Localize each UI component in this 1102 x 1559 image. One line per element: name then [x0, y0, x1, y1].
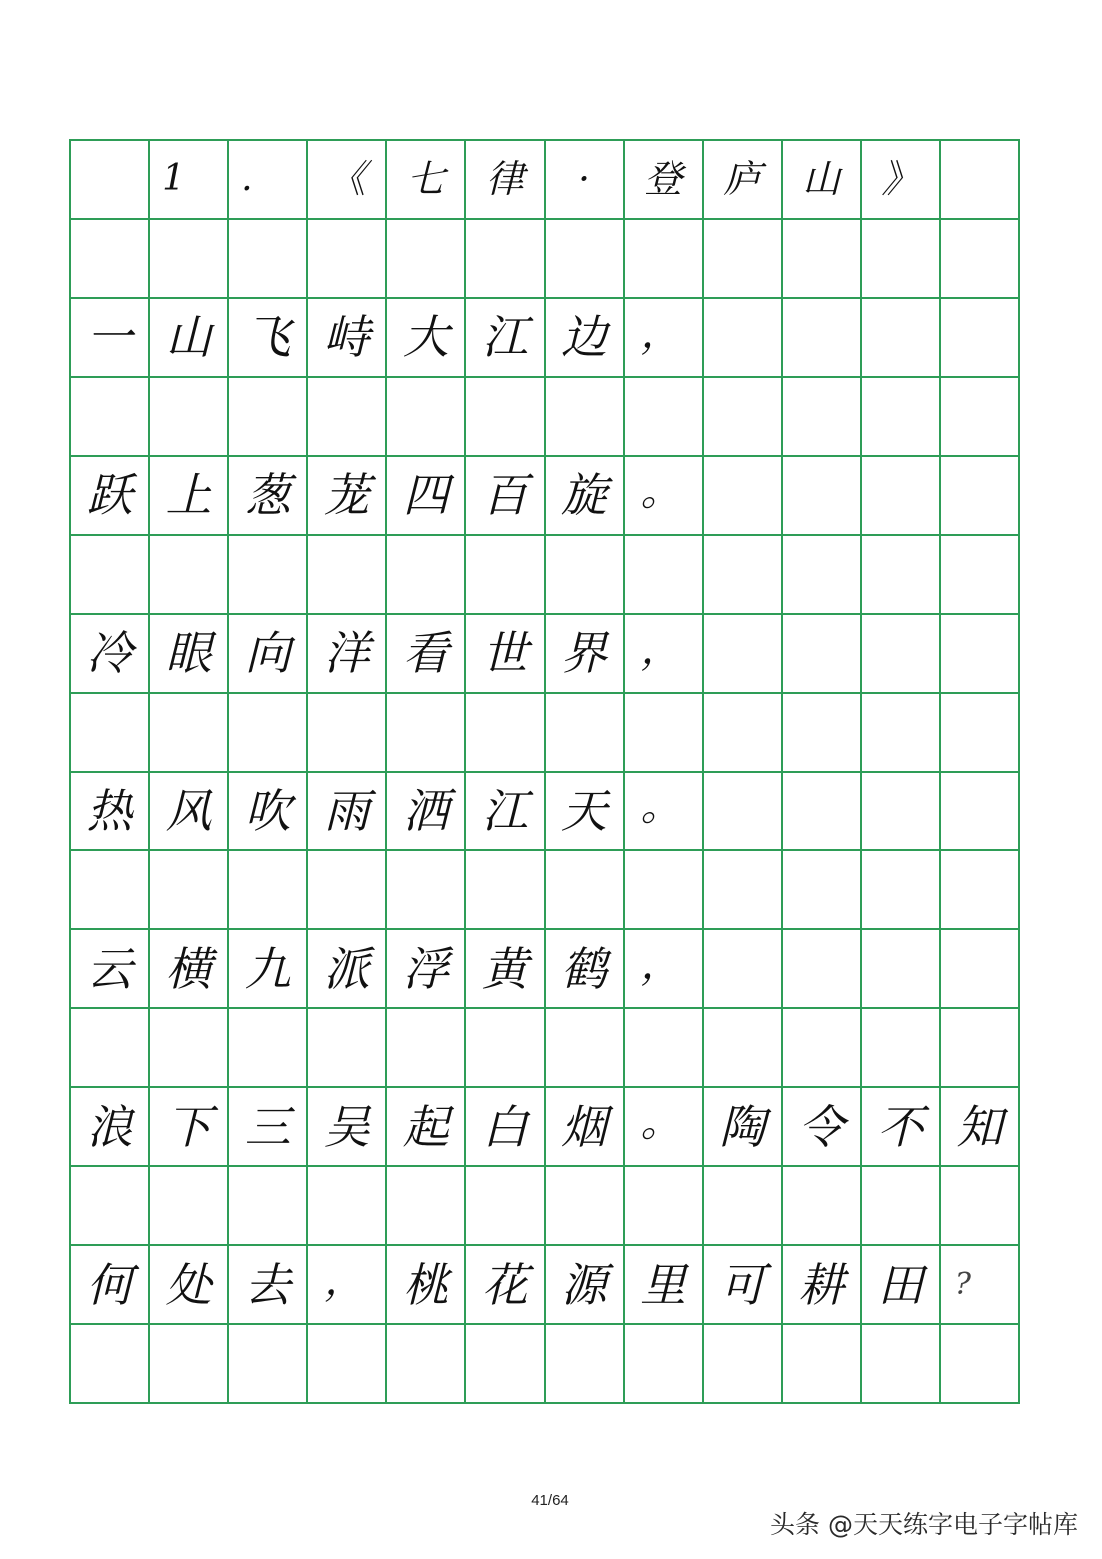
grid-character-cell: 去	[229, 1246, 308, 1325]
grid-character-cell: 浮	[387, 930, 466, 1009]
grid-empty-cell	[466, 536, 545, 615]
grid-character-cell: 可	[704, 1246, 783, 1325]
grid-empty-cell	[862, 930, 941, 1009]
grid-character-cell: 茏	[308, 457, 387, 536]
grid-empty-cell	[308, 378, 387, 457]
grid-character-cell: 吹	[229, 773, 308, 852]
grid-empty-cell	[625, 1009, 704, 1088]
grid-character-cell: 鹤	[546, 930, 625, 1009]
grid-character-cell: 山	[150, 299, 229, 378]
grid-character-cell: 。	[625, 773, 704, 852]
grid-empty-cell	[941, 694, 1020, 773]
grid-character-cell: 雨	[308, 773, 387, 852]
grid-character-cell: 一	[71, 299, 150, 378]
grid-character-cell: 峙	[308, 299, 387, 378]
grid-empty-cell	[625, 536, 704, 615]
grid-character-cell: 知	[941, 1088, 1020, 1167]
grid-empty-cell	[941, 299, 1020, 378]
grid-empty-cell	[941, 536, 1020, 615]
grid-empty-cell	[229, 1167, 308, 1246]
grid-empty-cell	[704, 536, 783, 615]
grid-character-cell: 横	[150, 930, 229, 1009]
grid-character-cell: 田	[862, 1246, 941, 1325]
grid-empty-cell	[150, 1167, 229, 1246]
grid-empty-cell	[625, 694, 704, 773]
grid-character-cell: ，	[625, 615, 704, 694]
grid-character-cell: 旋	[546, 457, 625, 536]
grid-empty-cell	[229, 536, 308, 615]
grid-empty-cell	[387, 220, 466, 299]
grid-empty-cell	[783, 536, 862, 615]
grid-empty-cell	[704, 299, 783, 378]
grid-empty-cell	[783, 378, 862, 457]
grid-empty-cell	[941, 1009, 1020, 1088]
grid-empty-cell	[862, 615, 941, 694]
grid-empty-cell	[625, 378, 704, 457]
grid-empty-cell	[308, 694, 387, 773]
grid-empty-cell	[862, 773, 941, 852]
grid-empty-cell	[941, 930, 1020, 1009]
grid-empty-cell	[704, 378, 783, 457]
grid-empty-cell	[941, 773, 1020, 852]
grid-empty-cell	[71, 220, 150, 299]
grid-empty-cell	[862, 1167, 941, 1246]
grid-empty-cell	[862, 378, 941, 457]
grid-character-cell: 派	[308, 930, 387, 1009]
grid-character-cell: ，	[625, 299, 704, 378]
grid-empty-cell	[150, 851, 229, 930]
grid-character-cell: 世	[466, 615, 545, 694]
grid-empty-cell	[862, 1325, 941, 1404]
grid-empty-cell	[783, 299, 862, 378]
grid-character-cell: ，	[625, 930, 704, 1009]
grid-character-cell: 热	[71, 773, 150, 852]
grid-empty-cell	[387, 378, 466, 457]
grid-character-cell: 白	[466, 1088, 545, 1167]
watermark-text: 头条 @天天练字电子字帖库	[770, 1510, 1078, 1539]
grid-empty-cell	[387, 851, 466, 930]
grid-empty-cell	[862, 299, 941, 378]
grid-character-cell: 边	[546, 299, 625, 378]
grid-character-cell: ，	[308, 1246, 387, 1325]
grid-empty-cell	[308, 220, 387, 299]
grid-empty-cell	[308, 1325, 387, 1404]
grid-empty-cell	[941, 378, 1020, 457]
grid-empty-cell	[862, 1009, 941, 1088]
grid-character-cell: 花	[466, 1246, 545, 1325]
grid-empty-cell	[783, 773, 862, 852]
grid-empty-cell	[150, 220, 229, 299]
grid-character-cell: 洒	[387, 773, 466, 852]
grid-empty-cell	[229, 1009, 308, 1088]
grid-empty-cell	[625, 220, 704, 299]
grid-character-cell: 》	[862, 141, 941, 220]
grid-empty-cell	[625, 1325, 704, 1404]
grid-empty-cell	[229, 1325, 308, 1404]
grid-empty-cell	[783, 615, 862, 694]
grid-empty-cell	[783, 457, 862, 536]
grid-empty-cell	[466, 694, 545, 773]
grid-character-cell: 《	[308, 141, 387, 220]
grid-character-cell: 。	[625, 1088, 704, 1167]
grid-empty-cell	[466, 1167, 545, 1246]
grid-character-cell: 冷	[71, 615, 150, 694]
grid-empty-cell	[783, 1325, 862, 1404]
grid-empty-cell	[783, 1009, 862, 1088]
grid-character-cell: 黄	[466, 930, 545, 1009]
grid-character-cell: 大	[387, 299, 466, 378]
grid-character-cell: 不	[862, 1088, 941, 1167]
grid-character-cell: 浪	[71, 1088, 150, 1167]
grid-character-cell: ·	[546, 141, 625, 220]
grid-character-cell: 界	[546, 615, 625, 694]
tianzige-practice-grid	[69, 139, 1020, 1404]
grid-empty-cell	[862, 851, 941, 930]
grid-empty-cell	[704, 694, 783, 773]
grid-empty-cell	[941, 851, 1020, 930]
grid-empty-cell	[783, 930, 862, 1009]
grid-character-cell: 下	[150, 1088, 229, 1167]
grid-empty-cell	[387, 694, 466, 773]
grid-empty-cell	[546, 1325, 625, 1404]
grid-empty-cell	[704, 1167, 783, 1246]
grid-empty-cell	[704, 615, 783, 694]
grid-character-cell: 登	[625, 141, 704, 220]
grid-empty-cell	[546, 220, 625, 299]
grid-character-cell: 耕	[783, 1246, 862, 1325]
grid-empty-cell	[387, 1167, 466, 1246]
grid-character-cell: 飞	[229, 299, 308, 378]
grid-empty-cell	[71, 851, 150, 930]
grid-empty-cell	[783, 851, 862, 930]
grid-empty-cell	[466, 1009, 545, 1088]
grid-character-cell: 。	[625, 457, 704, 536]
grid-empty-cell	[783, 220, 862, 299]
grid-empty-cell	[387, 1009, 466, 1088]
grid-empty-cell	[941, 1167, 1020, 1246]
grid-character-cell: 四	[387, 457, 466, 536]
grid-empty-cell	[229, 851, 308, 930]
grid-empty-cell	[308, 851, 387, 930]
grid-empty-cell	[71, 1167, 150, 1246]
grid-empty-cell	[546, 694, 625, 773]
grid-empty-cell	[229, 378, 308, 457]
grid-empty-cell	[308, 1167, 387, 1246]
grid-character-cell: 江	[466, 773, 545, 852]
grid-empty-cell	[862, 694, 941, 773]
grid-character-cell: 百	[466, 457, 545, 536]
grid-empty-cell	[466, 220, 545, 299]
grid-character-cell: 三	[229, 1088, 308, 1167]
grid-empty-cell	[150, 378, 229, 457]
grid-empty-cell	[704, 930, 783, 1009]
grid-empty-cell	[150, 694, 229, 773]
grid-character-cell: ?	[941, 1246, 1020, 1325]
grid-character-cell: 源	[546, 1246, 625, 1325]
grid-character-cell: 眼	[150, 615, 229, 694]
grid-empty-cell	[71, 1009, 150, 1088]
grid-empty-cell	[308, 1009, 387, 1088]
grid-empty-cell	[71, 1325, 150, 1404]
grid-empty-cell	[862, 536, 941, 615]
grid-character-cell: 吴	[308, 1088, 387, 1167]
grid-character-cell: 跃	[71, 457, 150, 536]
grid-character-cell: 风	[150, 773, 229, 852]
grid-character-cell: 里	[625, 1246, 704, 1325]
grid-empty-cell	[71, 141, 150, 220]
grid-character-cell: 起	[387, 1088, 466, 1167]
grid-character-cell: 桃	[387, 1246, 466, 1325]
grid-character-cell: 山	[783, 141, 862, 220]
grid-empty-cell	[941, 615, 1020, 694]
grid-empty-cell	[704, 773, 783, 852]
page-number: 41/64	[531, 1492, 569, 1509]
grid-empty-cell	[941, 220, 1020, 299]
grid-empty-cell	[546, 1167, 625, 1246]
grid-empty-cell	[862, 220, 941, 299]
grid-character-cell: 洋	[308, 615, 387, 694]
grid-empty-cell	[783, 694, 862, 773]
grid-empty-cell	[229, 694, 308, 773]
grid-empty-cell	[150, 536, 229, 615]
grid-empty-cell	[941, 141, 1020, 220]
grid-empty-cell	[783, 1167, 862, 1246]
grid-empty-cell	[71, 694, 150, 773]
grid-character-cell: 陶	[704, 1088, 783, 1167]
grid-empty-cell	[387, 1325, 466, 1404]
grid-empty-cell	[704, 220, 783, 299]
grid-empty-cell	[546, 851, 625, 930]
grid-character-cell: 令	[783, 1088, 862, 1167]
grid-character-cell: 向	[229, 615, 308, 694]
grid-empty-cell	[466, 1325, 545, 1404]
grid-empty-cell	[625, 1167, 704, 1246]
grid-empty-cell	[229, 220, 308, 299]
grid-character-cell: 1	[150, 141, 229, 220]
grid-empty-cell	[704, 851, 783, 930]
grid-empty-cell	[862, 457, 941, 536]
grid-character-cell: 律	[466, 141, 545, 220]
grid-character-cell: 江	[466, 299, 545, 378]
grid-character-cell: .	[229, 141, 308, 220]
grid-character-cell: 看	[387, 615, 466, 694]
grid-empty-cell	[546, 536, 625, 615]
grid-empty-cell	[704, 1009, 783, 1088]
grid-character-cell: 云	[71, 930, 150, 1009]
grid-empty-cell	[466, 378, 545, 457]
grid-empty-cell	[466, 851, 545, 930]
grid-character-cell: 天	[546, 773, 625, 852]
grid-empty-cell	[704, 1325, 783, 1404]
grid-empty-cell	[150, 1325, 229, 1404]
grid-empty-cell	[625, 851, 704, 930]
grid-character-cell: 何	[71, 1246, 150, 1325]
grid-empty-cell	[387, 536, 466, 615]
grid-empty-cell	[308, 536, 387, 615]
grid-character-cell: 七	[387, 141, 466, 220]
grid-empty-cell	[71, 378, 150, 457]
grid-character-cell: 庐	[704, 141, 783, 220]
grid-character-cell: 葱	[229, 457, 308, 536]
grid-character-cell: 烟	[546, 1088, 625, 1167]
grid-character-cell: 九	[229, 930, 308, 1009]
grid-character-cell: 处	[150, 1246, 229, 1325]
grid-empty-cell	[546, 1009, 625, 1088]
grid-empty-cell	[704, 457, 783, 536]
grid-empty-cell	[941, 1325, 1020, 1404]
grid-empty-cell	[150, 1009, 229, 1088]
grid-empty-cell	[546, 378, 625, 457]
grid-character-cell: 上	[150, 457, 229, 536]
grid-empty-cell	[941, 457, 1020, 536]
grid-empty-cell	[71, 536, 150, 615]
